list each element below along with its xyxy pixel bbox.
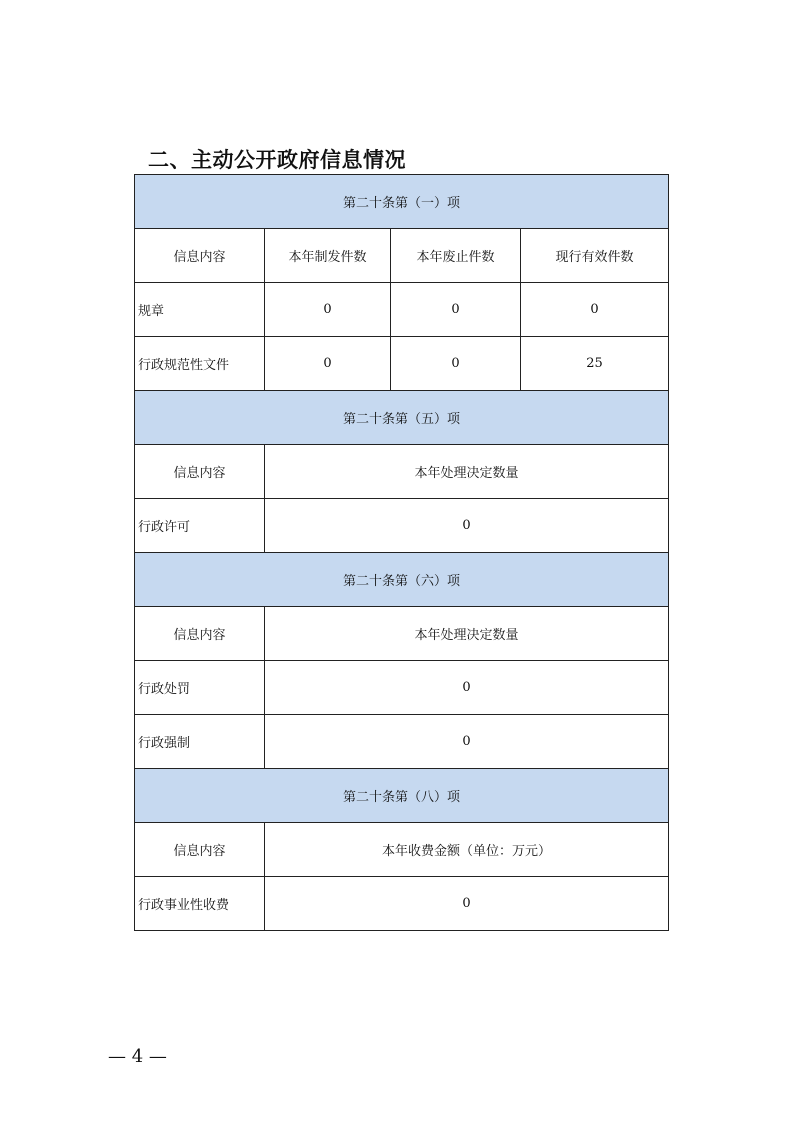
page-number: — 4 — — [108, 1046, 167, 1067]
section-title: 第二十条第（五）项 — [135, 391, 669, 445]
section-title: 第二十条第（六）项 — [135, 553, 669, 607]
table-row — [135, 499, 669, 553]
table-row — [135, 877, 669, 931]
column-header-row — [135, 229, 669, 283]
column-header-row — [135, 823, 669, 877]
disclosure-table — [134, 174, 669, 931]
section-heading: 二、主动公开政府信息情况 — [148, 148, 406, 172]
column-header: 本年废止件数 — [391, 229, 521, 283]
section-header-row — [135, 175, 669, 229]
column-header: 信息内容 — [135, 823, 265, 877]
table-row — [135, 661, 669, 715]
table-cell: 0 — [265, 877, 669, 931]
column-header: 本年处理决定数量 — [265, 445, 669, 499]
column-header: 信息内容 — [135, 445, 265, 499]
row-label: 行政强制 — [135, 715, 265, 769]
row-label: 行政处罚 — [135, 661, 265, 715]
row-label: 规章 — [135, 283, 265, 337]
column-header: 信息内容 — [135, 607, 265, 661]
section-header-row — [135, 391, 669, 445]
table-cell: 0 — [265, 499, 669, 553]
section-title: 第二十条第（一）项 — [135, 175, 669, 229]
table-cell: 0 — [265, 715, 669, 769]
table-row — [135, 715, 669, 769]
row-label: 行政事业性收费 — [135, 877, 265, 931]
column-header: 本年收费金额（单位：万元） — [265, 823, 669, 877]
column-header: 现行有效件数 — [521, 229, 669, 283]
row-label: 行政许可 — [135, 499, 265, 553]
table-cell: 0 — [265, 661, 669, 715]
column-header-row — [135, 445, 669, 499]
table-row — [135, 337, 669, 391]
section-title: 第二十条第（八）项 — [135, 769, 669, 823]
table-cell: 25 — [521, 337, 669, 391]
row-label: 行政规范性文件 — [135, 337, 265, 391]
table-row — [135, 283, 669, 337]
column-header: 本年处理决定数量 — [265, 607, 669, 661]
section-header-row — [135, 553, 669, 607]
column-header-row — [135, 607, 669, 661]
section-header-row — [135, 769, 669, 823]
table-cell: 0 — [391, 283, 521, 337]
table-cell: 0 — [521, 283, 669, 337]
column-header: 本年制发件数 — [265, 229, 391, 283]
table-cell: 0 — [391, 337, 521, 391]
table-cell: 0 — [265, 337, 391, 391]
column-header: 信息内容 — [135, 229, 265, 283]
table-cell: 0 — [265, 283, 391, 337]
